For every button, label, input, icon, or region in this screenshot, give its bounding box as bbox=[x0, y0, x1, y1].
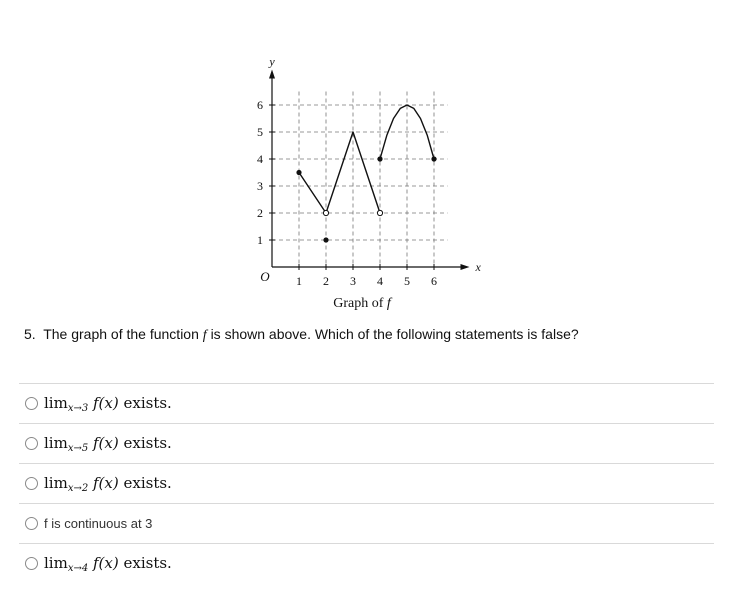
caption-var: f bbox=[386, 296, 391, 311]
chart-caption bbox=[333, 296, 393, 311]
caption-prefix: Graph of bbox=[333, 296, 387, 311]
chart-ticks bbox=[257, 98, 437, 288]
x-tick-label: 5 bbox=[404, 274, 410, 288]
radio-button[interactable] bbox=[25, 477, 38, 490]
y-axis-arrow bbox=[269, 70, 275, 79]
question-text-after: is shown above. Which of the following statements is false? bbox=[210, 326, 579, 342]
choice-4-label: f is continuous at 3 bbox=[44, 516, 153, 531]
y-axis-label: y bbox=[269, 54, 275, 69]
x-tick-label: 1 bbox=[296, 274, 302, 288]
y-tick-label: 2 bbox=[257, 206, 263, 220]
chart-grid bbox=[272, 92, 448, 268]
x-axis-label: x bbox=[475, 260, 481, 274]
x-axis-arrow bbox=[461, 264, 470, 270]
choice-1-label: $\lim_{x\to 3} f(x)$ exists. bbox=[44, 393, 172, 414]
choice-2-label: $\lim_{x\to 5} f(x)$ exists. bbox=[44, 433, 172, 454]
open-point bbox=[323, 210, 328, 215]
y-tick-label: 3 bbox=[257, 179, 263, 193]
question-var: f bbox=[202, 328, 207, 343]
choice-5[interactable] bbox=[19, 543, 714, 583]
function-segment bbox=[299, 173, 326, 214]
x-tick-label: 6 bbox=[431, 274, 437, 288]
choice-5-label: $\lim_{x\to 4} f(x)$ exists. bbox=[44, 553, 172, 574]
question-text bbox=[24, 326, 579, 344]
open-point bbox=[377, 210, 382, 215]
x-tick-label: 2 bbox=[323, 274, 329, 288]
closed-point bbox=[323, 237, 328, 242]
closed-point bbox=[431, 156, 436, 161]
x-tick-label: 4 bbox=[377, 274, 383, 288]
closed-point bbox=[377, 156, 382, 161]
question-number: 5. bbox=[24, 326, 36, 342]
choice-3-label: $\lim_{x\to 2} f(x)$ exists. bbox=[44, 473, 172, 494]
chart-axes bbox=[260, 55, 481, 285]
y-tick-label: 5 bbox=[257, 125, 263, 139]
choice-3[interactable] bbox=[19, 463, 714, 503]
x-tick-label: 3 bbox=[350, 274, 356, 288]
radio-button[interactable] bbox=[25, 557, 38, 570]
origin-label: O bbox=[260, 269, 270, 284]
y-tick-label: 6 bbox=[257, 98, 263, 112]
choice-2[interactable] bbox=[19, 423, 714, 463]
radio-button[interactable] bbox=[25, 517, 38, 530]
radio-button[interactable] bbox=[25, 397, 38, 410]
answer-choices bbox=[19, 383, 714, 583]
closed-point bbox=[296, 170, 301, 175]
choice-4[interactable] bbox=[19, 503, 714, 543]
question-text-before: The graph of the function bbox=[43, 326, 199, 342]
radio-button[interactable] bbox=[25, 437, 38, 450]
y-tick-label: 4 bbox=[257, 152, 263, 166]
choice-1[interactable] bbox=[19, 383, 714, 423]
y-tick-label: 1 bbox=[257, 233, 263, 247]
